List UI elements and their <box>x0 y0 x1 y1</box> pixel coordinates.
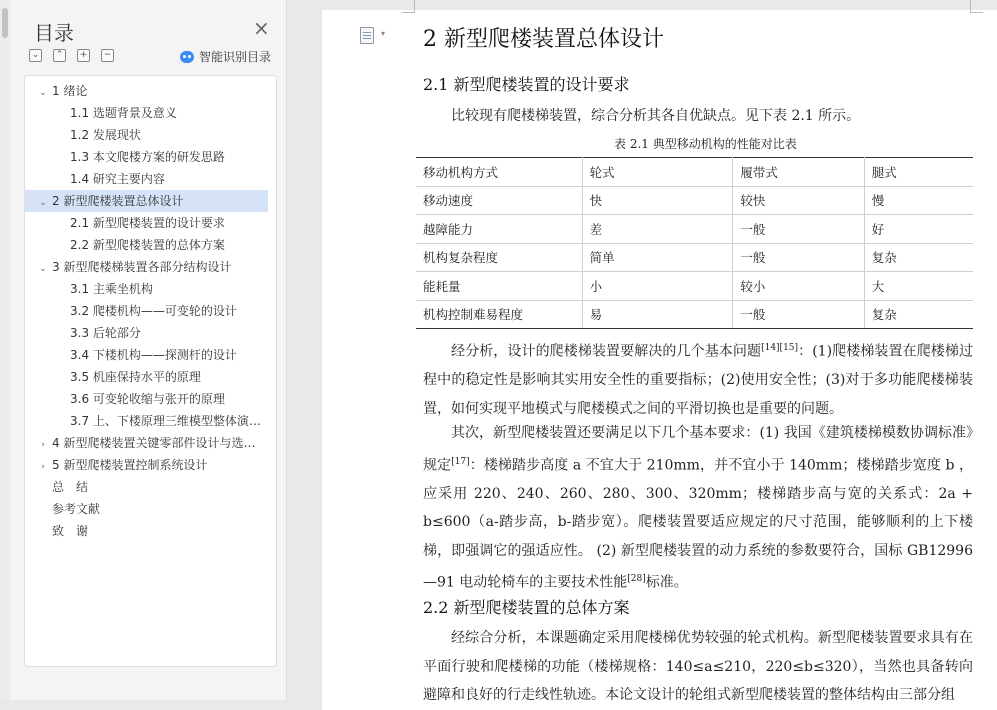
toc-item[interactable] <box>25 498 268 520</box>
table-cell: 快 <box>582 186 733 215</box>
toc-item-label: 3.5 机座保持水平的原理 <box>70 370 201 384</box>
text-run: 标准。 <box>645 574 688 591</box>
table-cell: 机构控制难易程度 <box>416 300 582 329</box>
table-row <box>416 158 973 187</box>
table-row <box>416 300 973 329</box>
page-corner-mark <box>970 0 983 13</box>
chevron-right-icon[interactable]: › <box>41 440 45 450</box>
chevron-down-icon[interactable]: ⌄ <box>39 88 47 98</box>
citation: [14][15] <box>761 343 799 353</box>
paragraph: 比较现有爬楼梯装置，综合分析其各自优缺点。见下表 2.1 所示。 <box>451 108 861 124</box>
table-cell: 大 <box>864 272 973 301</box>
toc-item[interactable] <box>25 212 268 234</box>
toc-title: 目录 <box>34 21 74 45</box>
toc-list <box>24 75 277 667</box>
text-run: ：(1)爬楼梯装置在爬楼梯过程中的稳定性是影响其实用安全性的重要指标；(2)使用安全性；(3)对于多功能爬楼梯装置，如何实现平地模式与爬楼模式之间的平滑切换也是重要的问题。 <box>423 343 973 417</box>
table-header-cell: 履带式 <box>733 158 864 187</box>
toc-item[interactable] <box>25 344 268 366</box>
scrollbar-thumb[interactable] <box>2 8 8 38</box>
table-header-cell: 轮式 <box>582 158 733 187</box>
toc-item[interactable] <box>25 410 268 432</box>
text-run: 其次，新型爬楼装置还要满足以下几个基本要求：(1) 我国《建筑楼梯模数协调标准》规定 <box>423 425 973 474</box>
collapse-all-icon[interactable]: ⌄ <box>29 49 42 62</box>
toc-item[interactable] <box>25 146 268 168</box>
table-cell: 较小 <box>733 272 864 301</box>
table-header-cell: 移动机构方式 <box>416 158 582 187</box>
close-icon[interactable]: × <box>253 16 270 40</box>
chevron-down-icon[interactable]: ⌄ <box>39 198 47 208</box>
table-cell: 复杂 <box>864 300 973 329</box>
toc-item[interactable] <box>25 432 268 454</box>
table-row <box>416 272 973 301</box>
toc-item-label: 1.1 选题背景及意义 <box>70 106 177 120</box>
toc-item-label: 4 新型爬楼装置关键零部件设计与选… <box>52 436 256 450</box>
remove-icon[interactable]: − <box>101 49 114 62</box>
toc-item[interactable] <box>25 388 268 410</box>
section-title: 2.2 新型爬楼装置的总体方案 <box>423 598 630 617</box>
chapter-title: 2 新型爬楼装置总体设计 <box>423 27 664 52</box>
toc-item-label: 1.2 发展现状 <box>70 128 141 142</box>
ai-face-icon <box>180 51 194 63</box>
paragraph <box>423 419 973 597</box>
table-cell: 差 <box>582 215 733 244</box>
performance-table <box>416 157 973 329</box>
toc-item[interactable] <box>25 520 268 542</box>
toc-item[interactable] <box>25 80 268 102</box>
chevron-down-icon[interactable]: ▾ <box>381 29 386 38</box>
table-cell: 能耗量 <box>416 272 582 301</box>
toc-panel <box>0 0 287 700</box>
table-row <box>416 186 973 215</box>
table-cell: 越障能力 <box>416 215 582 244</box>
toc-item-label: 3.4 下楼机构——探测杆的设计 <box>70 348 237 362</box>
smart-toc-label: 智能识别目录 <box>199 50 272 64</box>
citation: [28] <box>627 574 646 585</box>
toc-item[interactable] <box>25 256 268 278</box>
toc-item[interactable] <box>25 190 268 212</box>
toc-item[interactable] <box>25 234 268 256</box>
toc-item-label: 2.2 新型爬楼装置的总体方案 <box>70 238 225 252</box>
text-run: 经分析，设计的爬楼梯装置要解决的几个基本问题 <box>451 343 762 360</box>
table-caption: 表 2.1 典型移动机构的性能对比表 <box>614 137 797 151</box>
left-scrollbar[interactable] <box>0 0 10 700</box>
toc-item[interactable] <box>25 454 268 476</box>
table-cell: 简单 <box>582 243 733 272</box>
document-icon[interactable] <box>360 27 374 44</box>
toc-item-label: 总 结 <box>52 480 89 494</box>
toc-item-label: 参考文献 <box>52 502 101 516</box>
table-header-cell: 腿式 <box>864 158 973 187</box>
section-title: 2.1 新型爬楼装置的设计要求 <box>423 75 630 94</box>
smart-toc-button[interactable] <box>180 48 271 65</box>
table-cell: 一般 <box>733 243 864 272</box>
toc-item-label: 5 新型爬楼装置控制系统设计 <box>52 458 208 472</box>
toc-item[interactable] <box>25 124 268 146</box>
toc-item-label: 1.3 本文爬楼方案的研发思路 <box>70 150 225 164</box>
toc-item[interactable] <box>25 366 268 388</box>
toc-item-label: 1 绪论 <box>52 84 88 98</box>
toc-item[interactable] <box>25 102 268 124</box>
toc-item[interactable] <box>25 278 268 300</box>
toc-item-label: 3 新型爬楼梯装置各部分结构设计 <box>52 260 232 274</box>
table-cell: 移动速度 <box>416 186 582 215</box>
chevron-right-icon[interactable]: › <box>41 462 45 472</box>
toc-item[interactable] <box>25 168 268 190</box>
table-cell: 慢 <box>864 186 973 215</box>
toc-item[interactable] <box>25 322 268 344</box>
toc-item-label: 1.4 研究主要内容 <box>70 172 165 186</box>
citation: [17] <box>451 456 470 467</box>
paragraph <box>423 334 973 423</box>
toc-item-label: 2.1 新型爬楼装置的设计要求 <box>70 216 225 230</box>
toc-item-label: 3.2 爬楼机构——可变轮的设计 <box>70 304 237 318</box>
table-cell: 机构复杂程度 <box>416 243 582 272</box>
table-cell: 较快 <box>733 186 864 215</box>
toc-item-label: 致 谢 <box>52 524 89 538</box>
text-run: ：楼梯踏步高度 a 不宜大于 210mm，并不宜小于 140mm；楼梯踏步宽度 b ，应采用 220、240、260、280、300、320mm；楼梯踏步高与宽的关系式：2a + b≤600（a-踏步高，b-踏步宽）。爬楼装置要适应规定的尺寸范围，能够顺利的上下楼梯，即强调它的强适应性。 (2) 新型爬楼装置的动力系统的参数要符合，国标 GB12996—91 电动轮椅车的主要技术性能 <box>423 457 974 591</box>
toc-item-label: 3.7 上、下楼原理三维模型整体演… <box>70 414 261 428</box>
table-cell: 易 <box>582 300 733 329</box>
chevron-down-icon[interactable]: ⌄ <box>39 264 47 274</box>
toc-item[interactable] <box>25 476 268 498</box>
toc-item[interactable] <box>25 300 268 322</box>
table-cell: 好 <box>864 215 973 244</box>
page-corner-mark <box>402 0 415 13</box>
toc-item-label: 3.3 后轮部分 <box>70 326 141 340</box>
table-cell: 一般 <box>733 300 864 329</box>
expand-up-icon[interactable]: ⌃ <box>53 49 66 62</box>
toc-item-label: 3.1 主乘坐机构 <box>70 282 153 296</box>
table-cell: 复杂 <box>864 243 973 272</box>
table-row <box>416 243 973 272</box>
table-cell: 小 <box>582 272 733 301</box>
toc-item-label: 2 新型爬楼装置总体设计 <box>52 194 184 208</box>
table-cell: 一般 <box>733 215 864 244</box>
table-row <box>416 215 973 244</box>
paragraph: 经综合分析，本课题确定采用爬楼梯优势较强的轮式机构。新型爬楼装置要求具有在平面行驶和爬楼梯的功能（楼梯规格：140≤a≤210，220≤b≤320），当然也具备转向避障和良好的行走线性轨迹。本论文设计的轮组式新型爬楼装置的整体结构由三部分组 <box>423 630 973 703</box>
add-icon[interactable]: + <box>77 49 90 62</box>
toc-item-label: 3.6 可变轮收缩与张开的原理 <box>70 392 225 406</box>
